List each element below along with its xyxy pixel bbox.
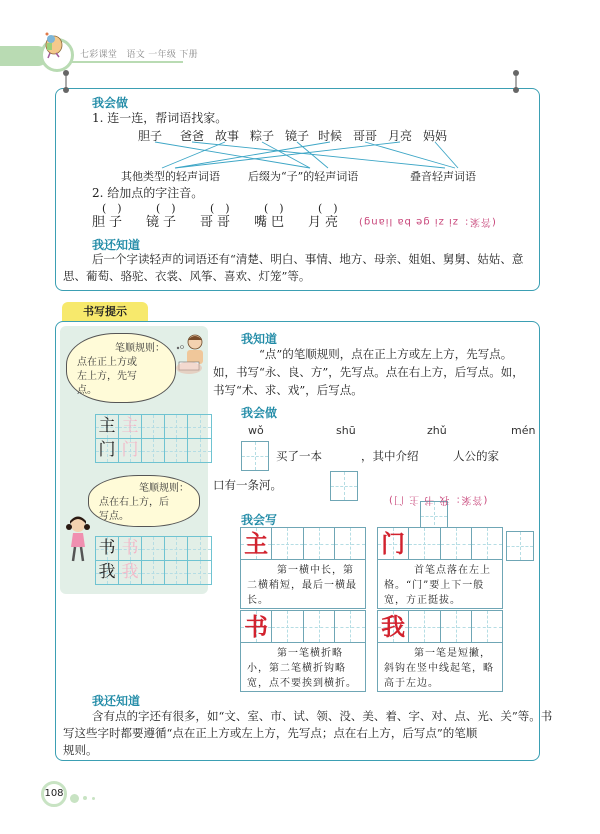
grid-cell[interactable] bbox=[188, 537, 211, 560]
pinyin-shu: shū bbox=[336, 424, 356, 437]
category-zi-suffix[interactable]: 后缀为“子”的轻声词语 bbox=[248, 170, 359, 183]
cloud-2-title: 笔顺规则： bbox=[139, 483, 189, 494]
more-text-1b: 思、葡萄、骆驼、衣裳、风筝、喜欢、灯笼”等。 bbox=[63, 269, 311, 283]
answer-key-2: (答案：我 书 主 门) bbox=[388, 494, 488, 505]
page-number: 108 bbox=[41, 781, 67, 807]
card-cell[interactable] bbox=[472, 611, 502, 642]
cloud-1-line-1: 点在正上方或 bbox=[77, 357, 137, 368]
word-4[interactable]: 粽子 bbox=[250, 129, 275, 143]
know-line-1: “点”的笔顺规则，点在正上方或左上方，先写点。 bbox=[259, 347, 513, 361]
phonetic-row bbox=[92, 200, 402, 238]
cloud-2-line-1: 点在右上方，后 bbox=[99, 497, 169, 508]
grid-cell bbox=[96, 439, 119, 462]
grid-cell bbox=[96, 537, 119, 560]
phonetic-word-1: 胆子 bbox=[92, 215, 127, 230]
card-text: 首笔点落在左上格。“门”要上下一般宽，方正挺拔。 bbox=[384, 565, 491, 606]
pinyin-men: mén bbox=[511, 424, 536, 437]
trace-char: 我 bbox=[121, 562, 139, 582]
card-char: 书 bbox=[244, 612, 269, 641]
know-line-2: 如，书写“永、良、方”，先写点。点在右上方，后写点。如， bbox=[213, 365, 524, 379]
pinyin-wo: wǒ bbox=[248, 424, 264, 437]
grid-cell[interactable] bbox=[188, 415, 211, 438]
fill-tail: 口有一条河。 bbox=[213, 478, 282, 492]
book-title: 七彩课堂 语文 一年级 下册 bbox=[80, 50, 198, 60]
teacher-writing-icon bbox=[175, 332, 207, 380]
grid-cell[interactable] bbox=[119, 439, 142, 462]
grid-cell[interactable] bbox=[142, 439, 165, 462]
model-char: 门 bbox=[98, 440, 116, 460]
card-cell[interactable] bbox=[304, 528, 335, 559]
section-title-know: 我知道 bbox=[241, 332, 278, 346]
card-cell[interactable] bbox=[304, 611, 335, 642]
more-text-2a: 含有点的字还有很多，如“文、室、市、试、领、没、美、着、字、对、点、光、关”等。书 bbox=[92, 709, 553, 723]
grid-cell[interactable] bbox=[142, 537, 165, 560]
girl-thinking-icon bbox=[65, 515, 91, 565]
page-decor-dot bbox=[70, 794, 79, 803]
writing-card-zhu bbox=[240, 527, 366, 609]
card-cell[interactable] bbox=[409, 528, 440, 559]
practice-row-wo bbox=[95, 561, 212, 585]
grid-cell[interactable] bbox=[119, 537, 142, 560]
card-text: 第一横中长，第二横稍短，最后一横最长。 bbox=[247, 565, 357, 606]
practice-grid-2 bbox=[95, 536, 212, 585]
stroke-rule-cloud-1 bbox=[66, 333, 176, 403]
card-text: 第一笔是短撇，斜钩在竖中线起笔，略高于左边。 bbox=[384, 648, 494, 689]
practice-row-men bbox=[95, 439, 212, 463]
card-cell[interactable] bbox=[441, 528, 472, 559]
trace-char: 书 bbox=[121, 538, 139, 558]
cloud-1-line-3: 点。 bbox=[77, 385, 97, 396]
writing-tips-tab: 书写提示 bbox=[62, 302, 148, 322]
category-other[interactable]: 其他类型的轻声词语 bbox=[121, 170, 220, 183]
pinyin-blank-2[interactable]: ( ) bbox=[156, 202, 176, 215]
card-cell[interactable] bbox=[335, 611, 365, 642]
word-9[interactable]: 妈妈 bbox=[423, 129, 448, 143]
section-title-write: 我会写 bbox=[241, 513, 278, 527]
phonetic-word-2: 镜子 bbox=[146, 215, 181, 230]
card-char: 我 bbox=[381, 612, 406, 641]
know-line-3: 书写“术、求、戏”，后写点。 bbox=[213, 383, 363, 397]
word-8[interactable]: 月亮 bbox=[388, 129, 413, 143]
word-5[interactable]: 镜子 bbox=[285, 129, 310, 143]
model-char: 主 bbox=[98, 416, 116, 436]
card-cell[interactable] bbox=[409, 611, 440, 642]
fill-box-shu[interactable] bbox=[330, 471, 358, 501]
more-text-2c: 规则。 bbox=[63, 743, 98, 757]
section-title-more-1: 我还知道 bbox=[92, 238, 141, 252]
pinyin-zhu: zhǔ bbox=[427, 424, 447, 437]
card-cell[interactable] bbox=[472, 528, 502, 559]
question-2-label: 2. 给加点的字注音。 bbox=[92, 186, 204, 200]
pinyin-blank-1[interactable]: ( ) bbox=[102, 202, 122, 215]
cloud-2-line-2: 写点。 bbox=[99, 511, 129, 522]
question-1-label: 1. 连一连，帮词语找家。 bbox=[92, 111, 228, 125]
grid-cell[interactable] bbox=[188, 561, 211, 584]
grid-cell[interactable] bbox=[188, 439, 211, 462]
practice-grid-1 bbox=[95, 414, 212, 463]
card-cell[interactable] bbox=[272, 611, 303, 642]
card-cell[interactable] bbox=[272, 528, 303, 559]
fill-text-2: ，其中介绍 bbox=[361, 449, 419, 463]
practice-row-zhu bbox=[95, 414, 212, 439]
section-title-do: 我会做 bbox=[92, 96, 129, 110]
model-char: 书 bbox=[98, 538, 116, 558]
fill-text-1: 买了一本 bbox=[276, 449, 322, 463]
more-text-2b: 写这些字时都要遵循“点在正上方或左上方，先写点；点在右上方，后写点”的笔顺 bbox=[63, 726, 478, 740]
section-title-more-2: 我还知道 bbox=[92, 694, 141, 708]
stroke-rule-cloud-2 bbox=[88, 475, 200, 527]
writing-card-men bbox=[377, 527, 503, 609]
grid-cell[interactable] bbox=[142, 561, 165, 584]
card-text: 第一笔横折略小，第二笔横折钩略宽，点不要挨到横折。 bbox=[247, 648, 357, 689]
word-7[interactable]: 哥哥 bbox=[353, 129, 378, 143]
pinyin-blank-5[interactable]: ( ) bbox=[318, 202, 338, 215]
fill-text-3: 人公的家 bbox=[453, 449, 499, 463]
writing-card-wo bbox=[377, 610, 503, 692]
word-6[interactable]: 时候 bbox=[318, 129, 343, 143]
trace-char: 主 bbox=[121, 416, 139, 436]
phonetic-word-4: 嘴巴 bbox=[254, 215, 289, 230]
word-3[interactable]: 故事 bbox=[215, 129, 240, 143]
word-1[interactable]: 胆子 bbox=[138, 129, 163, 143]
page-decor-dot bbox=[83, 796, 87, 800]
pinyin-blank-4[interactable]: ( ) bbox=[264, 202, 284, 215]
writing-card-shu bbox=[240, 610, 366, 692]
fill-box-wo[interactable] bbox=[241, 441, 269, 471]
grid-cell[interactable] bbox=[165, 415, 188, 438]
grid-cell[interactable] bbox=[119, 415, 142, 438]
word-2[interactable]: 爸爸 bbox=[180, 129, 205, 143]
pinyin-blank-3[interactable]: ( ) bbox=[210, 202, 230, 215]
grid-cell[interactable] bbox=[119, 561, 142, 584]
cloud-1-line-2: 左上方，先写 bbox=[77, 371, 137, 382]
model-char: 我 bbox=[98, 562, 116, 582]
practice-row-shu bbox=[95, 536, 212, 561]
fill-box-men[interactable] bbox=[506, 531, 534, 561]
grid-cell[interactable] bbox=[165, 561, 188, 584]
cloud-1-title: 笔顺规则： bbox=[115, 343, 165, 354]
card-char: 门 bbox=[381, 529, 406, 558]
phonetic-word-5: 月亮 bbox=[308, 215, 343, 230]
grid-cell[interactable] bbox=[142, 415, 165, 438]
card-cell[interactable] bbox=[441, 611, 472, 642]
page-decor-dot bbox=[92, 797, 95, 800]
grid-cell bbox=[96, 561, 119, 584]
more-text-1a: 后一个字读轻声的词语还有“清楚、明白、事情、地方、母亲、姐姐、舅舅、姑姑、意 bbox=[92, 252, 524, 266]
answer-key-1: (答案：zi zi ge ba liang) bbox=[358, 216, 496, 227]
category-reduplicated[interactable]: 叠音轻声词语 bbox=[410, 170, 476, 183]
card-char: 主 bbox=[244, 529, 269, 558]
section-title-do-2: 我会做 bbox=[241, 406, 278, 420]
phonetic-word-3: 哥哥 bbox=[200, 215, 235, 230]
card-cell[interactable] bbox=[335, 528, 365, 559]
trace-char: 门 bbox=[121, 440, 139, 460]
grid-cell bbox=[96, 415, 119, 438]
grid-cell[interactable] bbox=[165, 537, 188, 560]
grid-cell[interactable] bbox=[165, 439, 188, 462]
